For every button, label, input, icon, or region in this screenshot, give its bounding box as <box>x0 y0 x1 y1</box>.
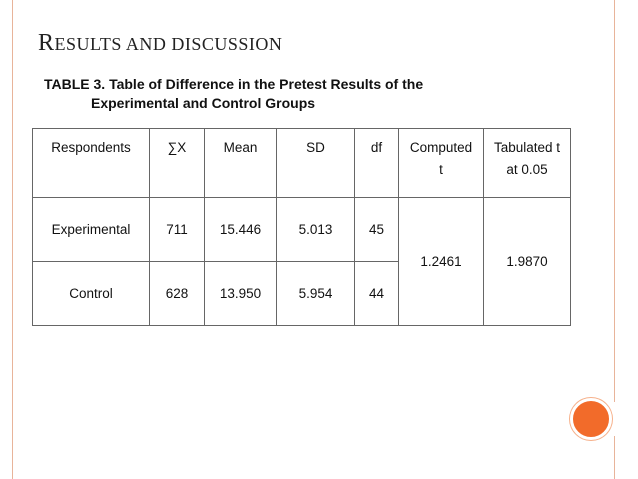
left-border-line <box>12 0 13 479</box>
results-table <box>32 128 571 326</box>
table-caption <box>44 75 514 113</box>
cell-sd: 5.954 <box>277 262 355 326</box>
table-caption-line1: TABLE 3. Table of Difference in the Pretest Results of the <box>44 76 424 92</box>
cell-sum-x: 711 <box>150 198 205 262</box>
slide-title-part2: DISCUSSION <box>171 34 283 54</box>
cell-df: 44 <box>355 262 399 326</box>
header-sum-x: ∑X <box>150 129 205 198</box>
header-tabulated-t-line2: at 0.05 <box>506 162 548 177</box>
slide-title-part1: ESULTS AND <box>54 34 172 54</box>
cell-mean: 15.446 <box>205 198 277 262</box>
cell-computed-t: 1.2461 <box>399 198 484 326</box>
cell-sd: 5.013 <box>277 198 355 262</box>
cell-respondents: Control <box>33 262 150 326</box>
header-df: df <box>355 129 399 198</box>
slide-title-initial: R <box>38 30 55 56</box>
table-row <box>33 198 571 262</box>
header-tabulated-t-line1: Tabulated t <box>493 140 561 155</box>
table-caption-line2: Experimental and Control Groups <box>91 95 316 111</box>
header-tabulated-t <box>484 129 571 198</box>
right-border-line-lower <box>614 436 615 479</box>
header-sd: SD <box>277 129 355 198</box>
header-respondents: Respondents <box>33 129 150 198</box>
cell-df: 45 <box>355 198 399 262</box>
header-computed-t <box>399 129 484 198</box>
slide-indicator-dot <box>570 398 612 440</box>
cell-respondents: Experimental <box>33 198 150 262</box>
cell-mean: 13.950 <box>205 262 277 326</box>
right-border-line <box>614 0 615 402</box>
cell-sum-x: 628 <box>150 262 205 326</box>
slide-title <box>38 30 282 57</box>
table-header-row <box>33 129 571 198</box>
cell-tabulated-t: 1.9870 <box>484 198 571 326</box>
header-mean: Mean <box>205 129 277 198</box>
header-computed-t-line2: t <box>439 162 443 177</box>
header-computed-t-line1: Computed <box>409 140 473 155</box>
